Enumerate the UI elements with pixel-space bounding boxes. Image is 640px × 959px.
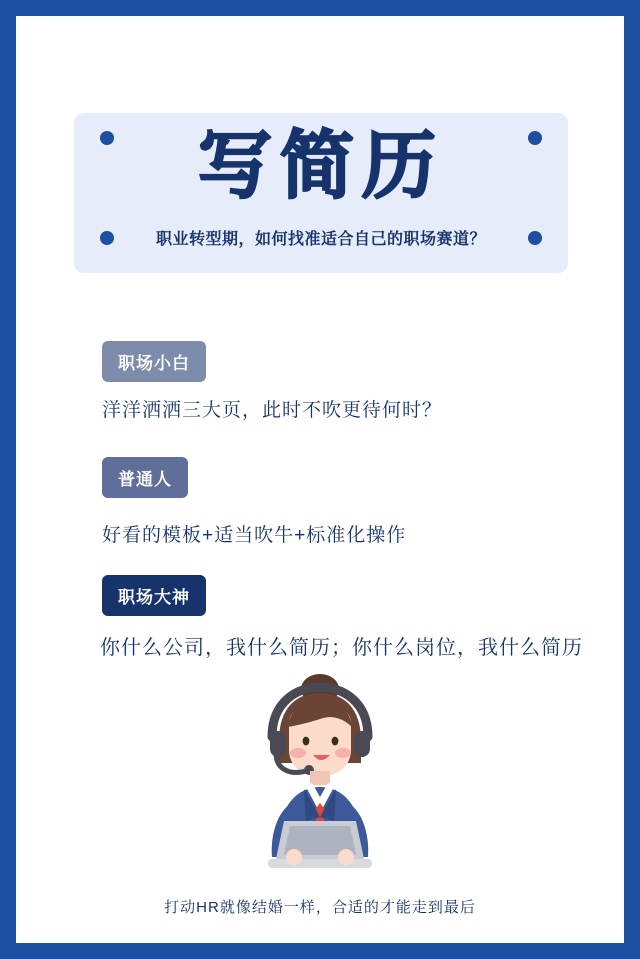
level-2-tag-row (16, 457, 624, 498)
level-3-tag-row (16, 575, 624, 616)
level-1-description: 洋洋洒洒三大页，此时不吹更待何时？ (102, 400, 443, 421)
status-badge-level-2: 普通人 (102, 457, 188, 498)
status-badge-level-1: 职场小白 (102, 341, 206, 382)
footer-caption: 打动HR就像结婚一样，合适的才能走到最后 (164, 899, 476, 916)
status-badge-level-3: 职场大神 (102, 575, 206, 616)
level-2-description: 好看的模板+适当吹牛+标准化操作 (102, 525, 407, 546)
level-3-description: 你什么公司，我什么简历；你什么岗位，我什么简历 (100, 637, 583, 659)
page-subtitle: 职业转型期，如何找准适合自己的职场赛道？ (155, 231, 486, 248)
headset-woman-laptop-icon (210, 671, 430, 886)
level-1-tag-row (16, 341, 624, 382)
page-title: 写简历 (198, 123, 444, 209)
poster-inner-canvas (16, 16, 624, 943)
header-card (74, 113, 568, 273)
